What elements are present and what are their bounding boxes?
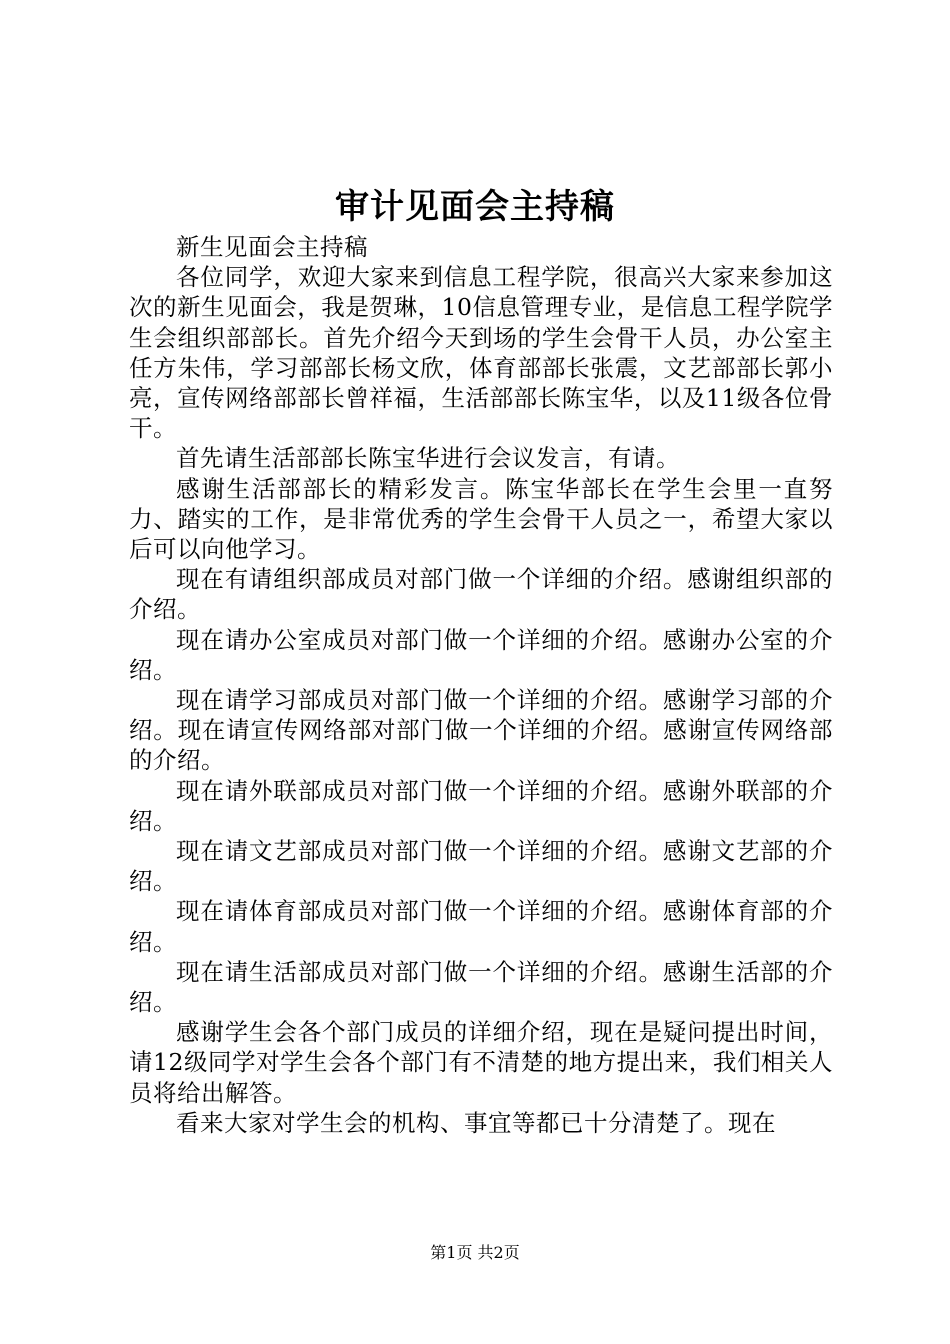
- paragraph: 感谢学生会各个部门成员的详细介绍，现在是疑问提出时间，请12级同学对学生会各个部门有不清楚的地方提出来，我们相关人员将给出解答。: [129, 1018, 833, 1107]
- page-footer: 第1页 共2页: [430, 1243, 520, 1262]
- paragraph: 现在请体育部成员对部门做一个详细的介绍。感谢体育部的介绍。: [129, 897, 833, 956]
- paragraph: 各位同学，欢迎大家来到信息工程学院，很高兴大家来参加这次的新生见面会，我是贺琳，10信息管理专业，是信息工程学院学生会组织部部长。首先介绍今天到场的学生会骨干人员，办公室主任方朱伟，学习部部长杨文欣，体育部部长张震，文艺部部长郭小亮，宣传网络部部长曾祥福，生活部部长陈宝华，以及11级各位骨干。: [129, 263, 833, 443]
- paragraph: 现在请办公室成员对部门做一个详细的介绍。感谢办公室的介绍。: [129, 625, 833, 684]
- document-body: [129, 232, 833, 1138]
- paragraph: 看来大家对学生会的机构、事宜等都已十分清楚了。现在: [176, 1108, 776, 1137]
- paragraph: 现在请外联部成员对部门做一个详细的介绍。感谢外联部的介绍。: [129, 776, 833, 835]
- paragraph: 现在请文艺部成员对部门做一个详细的介绍。感谢文艺部的介绍。: [129, 837, 833, 896]
- paragraph: 首先请生活部部长陈宝华进行会议发言，有请。: [176, 444, 680, 473]
- paragraph: 现在请学习部成员对部门做一个详细的介绍。感谢学习部的介绍。现在请宣传网络部对部门做一个详细的介绍。感谢宣传网络部的介绍。: [129, 686, 833, 775]
- paragraph: 新生见面会主持稿: [176, 233, 368, 261]
- page-title: 审计见面会主持稿: [335, 187, 615, 227]
- paragraph: 现在请生活部成员对部门做一个详细的介绍。感谢生活部的介绍。: [129, 957, 833, 1017]
- paragraph: 现在有请组织部成员对部门做一个详细的介绍。感谢组织部的介绍。: [129, 565, 833, 624]
- paragraph: 感谢生活部部长的精彩发言。陈宝华部长在学生会里一直努力、踏实的工作，是非常优秀的学生会骨干人员之一，希望大家以后可以向他学习。: [129, 474, 833, 564]
